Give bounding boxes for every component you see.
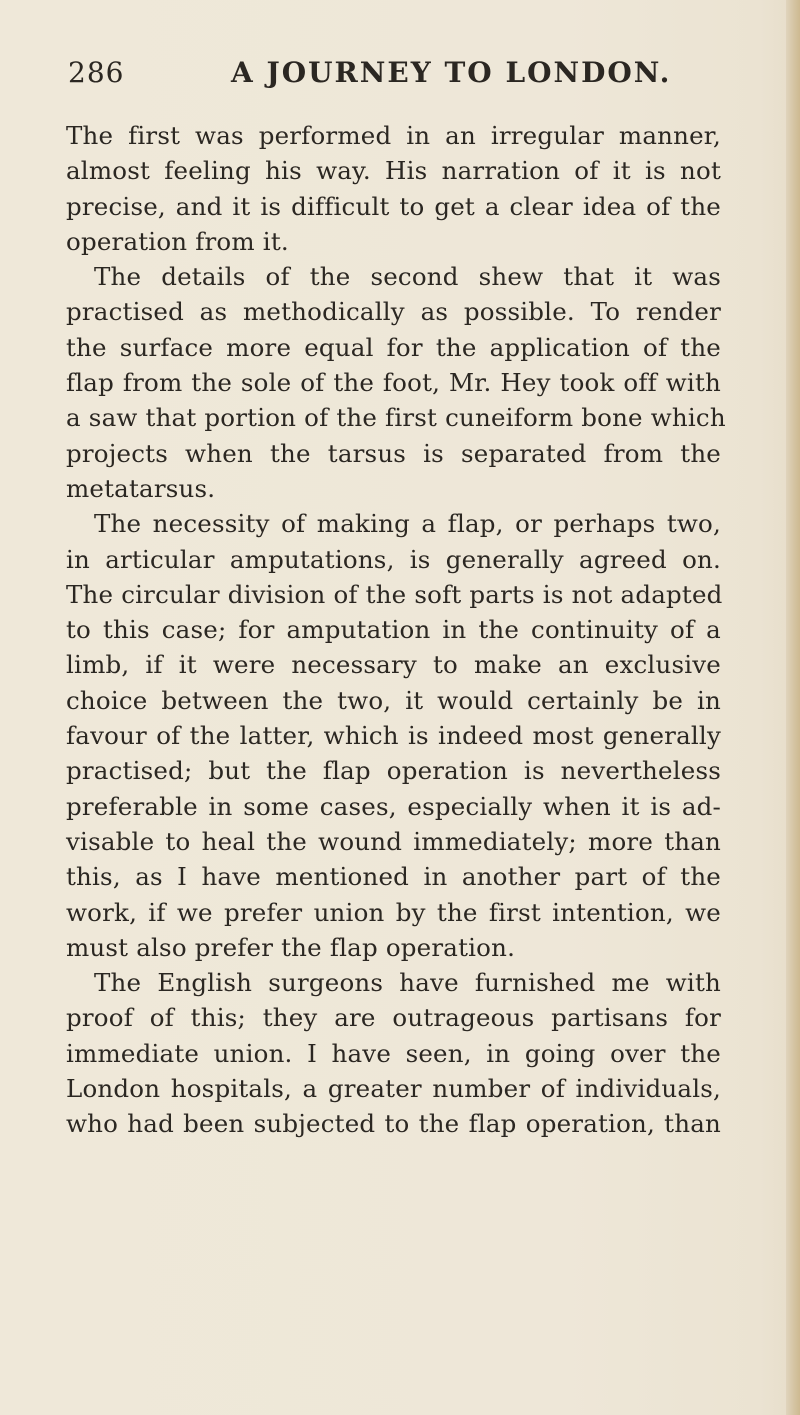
text-line: this, as I have mentioned in another part of the (66, 862, 721, 892)
text-line: flap from the sole of the foot, Mr. Hey took off with (66, 368, 721, 398)
text-line: proof of this; they are outrageous partisans for (66, 1003, 721, 1033)
text-line: choice between the two, it would certainly be in (66, 685, 721, 715)
page-number: 286 (68, 56, 125, 89)
text-line: limb, if it were necessary to make an exclusive (66, 650, 721, 680)
text-line: practised as methodically as possible. To render (66, 297, 721, 327)
text-line: a saw that portion of the first cuneiform bone which (66, 403, 726, 433)
running-title: A JOURNEY TO LONDON. (231, 56, 672, 89)
text-line: precise, and it is difficult to get a clear idea of the (66, 191, 721, 221)
text-line: favour of the latter, which is indeed most generally (66, 721, 721, 751)
text-line: The first was performed in an irregular manner, (66, 121, 721, 150)
text-line: The circular division of the soft parts is not adapted (66, 579, 723, 609)
text-line: in articular amputations, is generally agreed on. (66, 544, 721, 574)
text-line: who had been subjected to the flap operation, than (66, 1109, 721, 1139)
text-line: The English surgeons have furnished me with (94, 968, 721, 998)
text-line: London hospitals, a greater number of individuals, (66, 1074, 721, 1104)
text-line: The necessity of making a flap, or perhaps two, (94, 509, 721, 539)
page-edge (786, 0, 800, 1415)
text-line: work, if we prefer union by the first intention, we (66, 897, 721, 927)
text-line: visable to heal the wound immediately; more than (66, 826, 721, 856)
text-line: metatarsus. (66, 473, 216, 503)
text-line: must also prefer the flap operation. (66, 932, 516, 962)
text-line: almost feeling his way. His narration of it is not (66, 156, 721, 186)
text-line: practised; but the flap operation is nevertheless (66, 756, 721, 786)
body-text (66, 118, 726, 1142)
running-head (68, 56, 728, 96)
text-line: the surface more equal for the application of the (66, 332, 721, 362)
text-line: preferable in some cases, especially when it is ad- (66, 791, 721, 821)
text-line: immediate union. I have seen, in going over the (66, 1038, 721, 1068)
text-line: projects when the tarsus is separated from the (66, 438, 721, 468)
text-line: The details of the second shew that it was (94, 262, 721, 292)
text-line: operation from it. (66, 226, 289, 256)
text-line: to this case; for amputation in the continuity of a (66, 615, 721, 645)
